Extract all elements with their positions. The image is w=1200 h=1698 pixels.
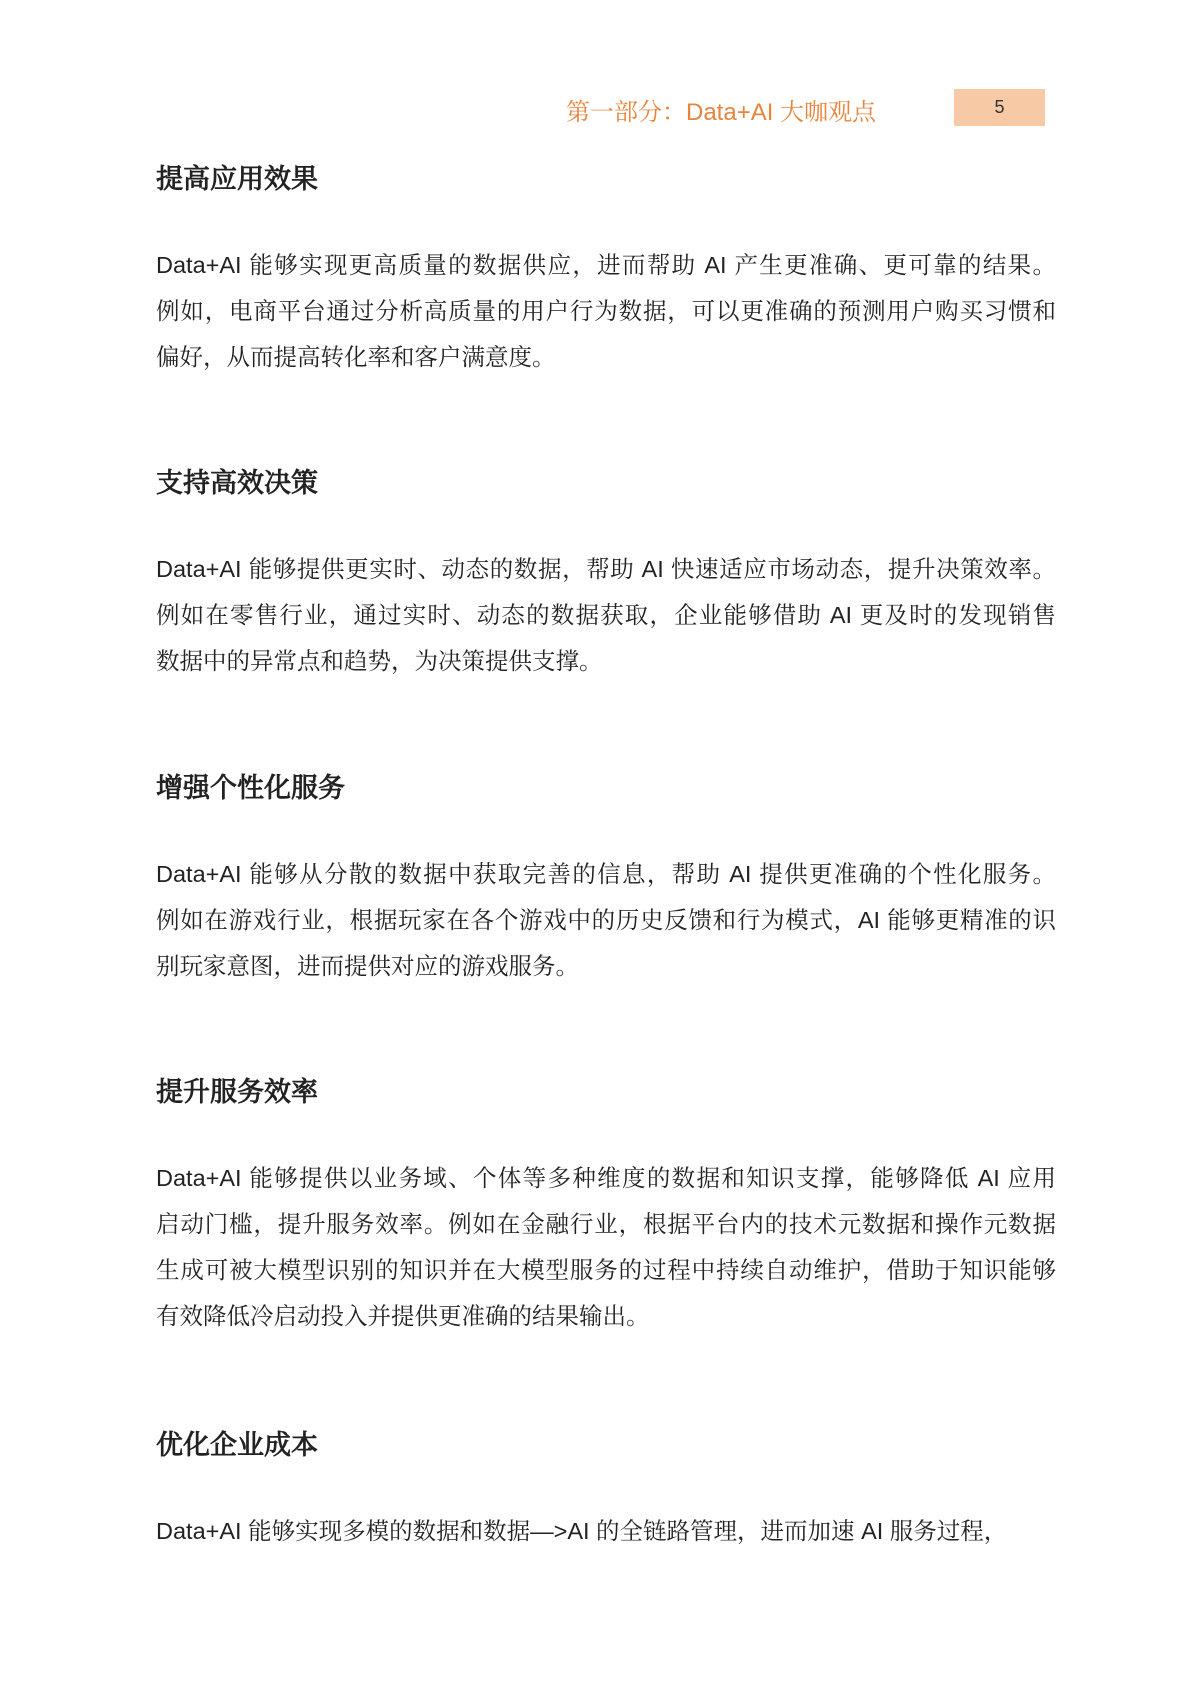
- section: [156, 466, 1056, 684]
- section-paragraph: [156, 546, 1056, 684]
- paragraph-line: Data+AI 能够提供以业务域、个体等多种维度的数据和知识支撑，能够降低 AI 应用: [156, 1165, 1056, 1191]
- paragraph-line: Data+AI 能够从分散的数据中获取完善的信息，帮助 AI 提供更准确的个性化服务。: [156, 861, 1056, 887]
- paragraph-line: 生成可被大模型识别的知识并在大模型服务的过程中持续自动维护，借助于知识能够: [156, 1257, 1056, 1283]
- paragraph-line: 启动门槛，提升服务效率。例如在金融行业，根据平台内的技术元数据和操作元数据: [156, 1211, 1056, 1237]
- section-paragraph: [156, 1155, 1056, 1339]
- section-heading: 支持高效决策: [156, 468, 318, 498]
- section: [156, 162, 1056, 380]
- paragraph-line: 例如，电商平台通过分析高质量的用户行为数据，可以更准确的预测用户购买习惯和: [156, 298, 1056, 324]
- paragraph-line: Data+AI 能够实现更高质量的数据供应，进而帮助 AI 产生更准确、更可靠的结果。: [156, 252, 1056, 278]
- paragraph-line: 别玩家意图，进而提供对应的游戏服务。: [156, 953, 579, 979]
- section-heading: 提高应用效果: [156, 164, 318, 194]
- section-heading: 提升服务效率: [156, 1077, 318, 1107]
- section-paragraph: [156, 851, 1056, 989]
- section-paragraph: [156, 1508, 1056, 1554]
- paragraph-line: 有效降低冷启动投入并提供更准确的结果输出。: [156, 1303, 650, 1329]
- paragraph-line: Data+AI 能够提供更实时、动态的数据，帮助 AI 快速适应市场动态，提升决策效率。: [156, 556, 1056, 582]
- section: [156, 1075, 1056, 1339]
- section-paragraph: [156, 242, 1056, 380]
- section-heading: 增强个性化服务: [156, 773, 345, 803]
- paragraph-line: 例如在游戏行业，根据玩家在各个游戏中的历史反馈和行为模式，AI 能够更精准的识: [156, 907, 1056, 933]
- paragraph-line: 偏好，从而提高转化率和客户满意度。: [156, 344, 556, 370]
- paragraph-line: 例如在零售行业，通过实时、动态的数据获取，企业能够借助 AI 更及时的发现销售: [156, 602, 1056, 628]
- paragraph-line: Data+AI 能够实现多模的数据和数据—>AI 的全链路管理，进而加速 AI 服务过程，: [156, 1518, 1008, 1544]
- running-header: 第一部分：Data+AI 大咖观点: [566, 99, 877, 126]
- section-heading: 优化企业成本: [156, 1430, 318, 1460]
- section: [156, 771, 1056, 989]
- paragraph-line: 数据中的异常点和趋势，为决策提供支撑。: [156, 648, 603, 674]
- section: [156, 1428, 1056, 1554]
- page-number-badge: 5: [954, 89, 1045, 126]
